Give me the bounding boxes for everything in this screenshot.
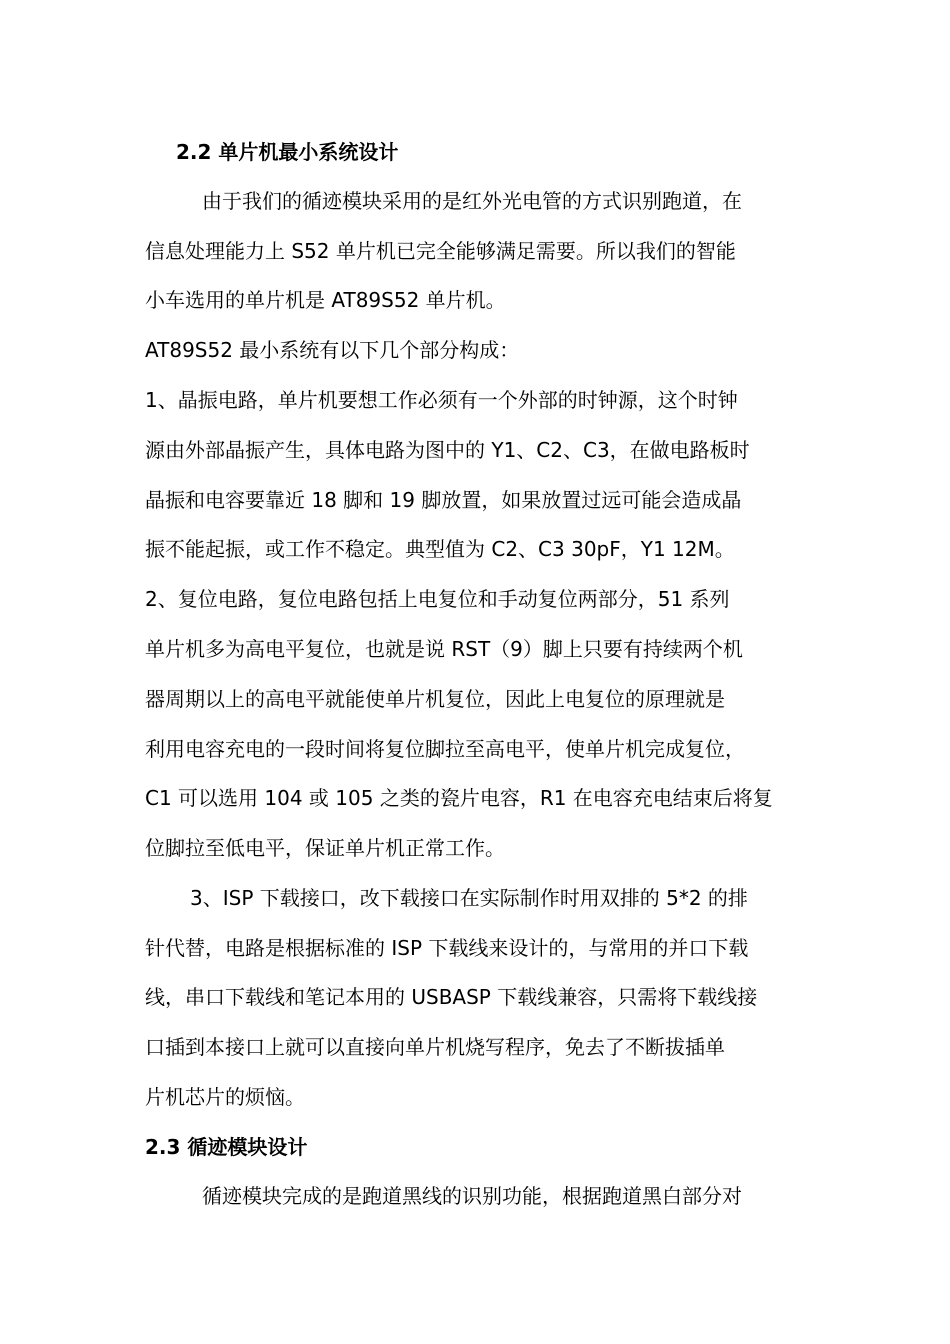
paragraph-line: 信息处理能力上 S52 单片机已完全能够满足需要。所以我们的智能 xyxy=(145,239,736,263)
section-heading-2-3: 2.3 循迹模块设计 xyxy=(145,1135,308,1159)
paragraph-line: 振不能起振，或工作不稳定。典型值为 C2、C3 30pF，Y1 12M。 xyxy=(145,537,735,561)
paragraph-line: 2、复位电路，复位电路包括上电复位和手动复位两部分，51 系列 xyxy=(145,587,730,611)
paragraph-line: 1、晶振电路，单片机要想工作必须有一个外部的时钟源，这个时钟 xyxy=(145,388,738,412)
paragraph-line: 片机芯片的烦恼。 xyxy=(145,1085,305,1109)
paragraph-line: AT89S52 最小系统有以下几个部分构成： xyxy=(145,338,520,362)
paragraph-line: 线，串口下载线和笔记本用的 USBASP 下载线兼容，只需将下载线接 xyxy=(145,985,758,1009)
paragraph-line: 单片机多为高电平复位，也就是说 RST（9）脚上只要有持续两个机 xyxy=(145,637,743,661)
section-heading-2-2: 2.2 单片机最小系统设计 xyxy=(176,140,399,164)
paragraph-line: 3、ISP 下载接口，改下载接口在实际制作时用双排的 5*2 的排 xyxy=(190,886,748,910)
paragraph-line: 小车选用的单片机是 AT89S52 单片机。 xyxy=(145,288,506,312)
paragraph-line: 器周期以上的高电平就能使单片机复位，因此上电复位的原理就是 xyxy=(145,687,725,711)
paragraph-line: C1 可以选用 104 或 105 之类的瓷片电容，R1 在电容充电结束后将复 xyxy=(145,786,773,810)
paragraph-line: 由于我们的循迹模块采用的是红外光电管的方式识别跑道，在 xyxy=(202,189,742,213)
paragraph-line: 位脚拉至低电平，保证单片机正常工作。 xyxy=(145,836,505,860)
paragraph-line: 源由外部晶振产生，具体电路为图中的 Y1、C2、C3，在做电路板时 xyxy=(145,438,750,462)
paragraph-line: 利用电容充电的一段时间将复位脚拉至高电平，使单片机完成复位， xyxy=(145,737,745,761)
paragraph-line: 口插到本接口上就可以直接向单片机烧写程序，免去了不断拔插单 xyxy=(145,1035,725,1059)
paragraph-line: 循迹模块完成的是跑道黑线的识别功能，根据跑道黑白部分对 xyxy=(202,1184,742,1208)
paragraph-line: 晶振和电容要靠近 18 脚和 19 脚放置，如果放置过远可能会造成晶 xyxy=(145,488,742,512)
paragraph-line: 针代替，电路是根据标准的 ISP 下载线来设计的，与常用的并口下载 xyxy=(145,936,749,960)
